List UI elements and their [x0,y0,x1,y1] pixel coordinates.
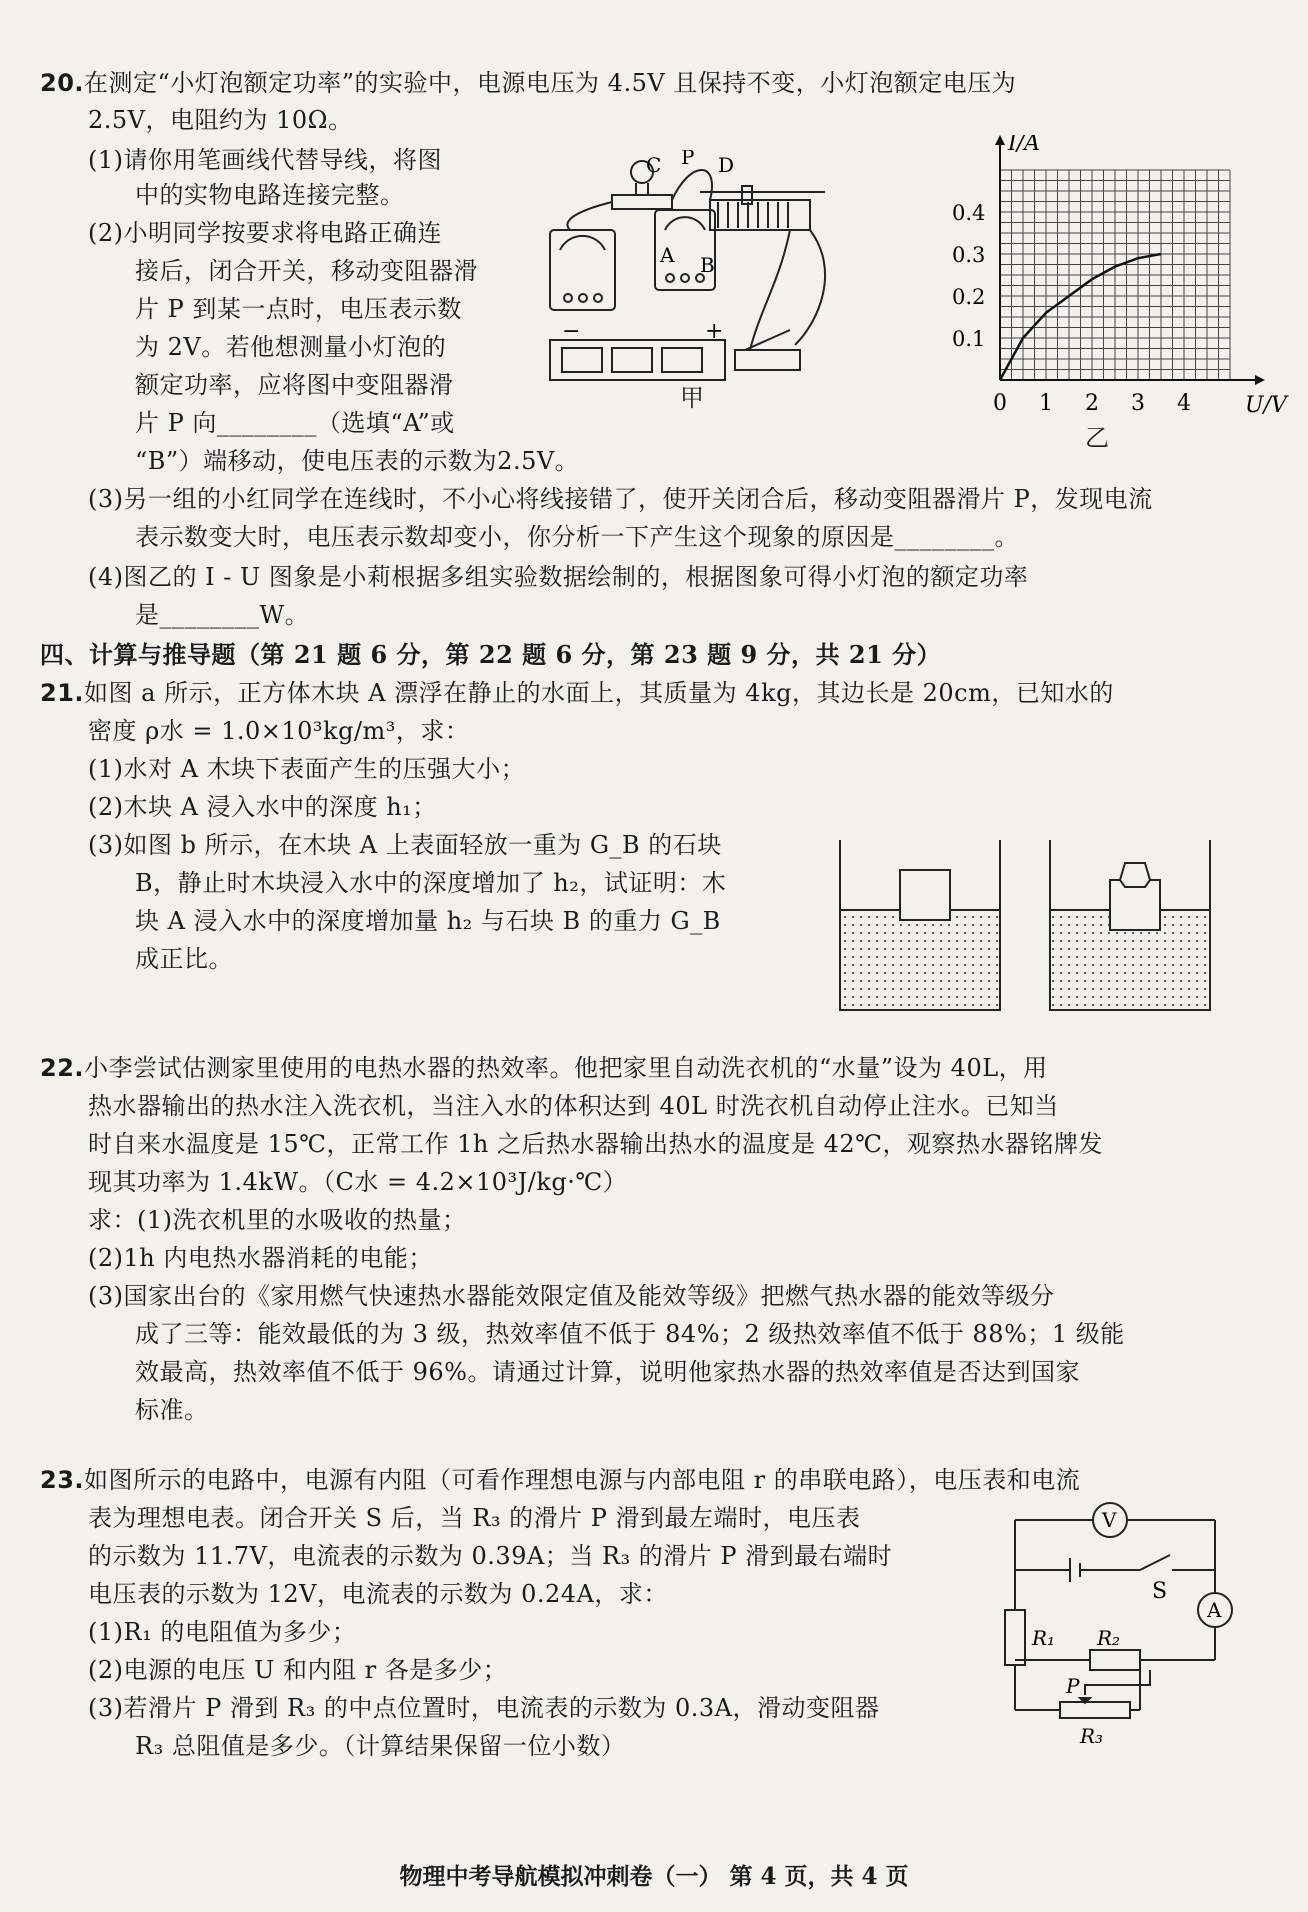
q20-stem-line2: 2.5V，电阻约为 10Ω。 [88,106,353,134]
q22-line4: 现其功率为 1.4kW。（C水 = 4.2×10³J/kg·℃） [88,1168,628,1196]
q23-line6: (2)电源的电压 U 和内阻 r 各是多少； [88,1656,508,1684]
switch-s [1140,1555,1170,1570]
q20-part4-line1: (4)图乙的 I - U 图象是小莉根据多组实验数据绘制的，根据图象可得小灯泡的额定功率 [88,563,1029,591]
label-b: B [700,253,715,277]
voltmeter-scale [665,217,705,230]
q20-part3-line1: (3)另一组的小红同学在连线时，不小心将线接错了，使开关闭合后，移动变阻器滑片 P，发现电流 [88,485,1153,513]
q23-line8: R₃ 总阻值是多少。（计算结果保留一位小数） [135,1732,626,1760]
block-a [900,870,950,920]
section4-title: 四、计算与推导题（第 21 题 6 分，第 22 题 6 分，第 23 题 9 分，共 21 分） [40,640,942,669]
q21-part2: (2)木块 A 浸入水中的深度 h₁； [88,793,437,821]
q22-line6: (2)1h 内电热水器消耗的电能； [88,1244,433,1272]
q21-stem1: 如图 a 所示，正方体木块 A 漂浮在静止的水面上，其质量为 4kg，其边长是 20cm，已知水的 [84,679,1114,707]
stone-b [1120,863,1150,887]
figure-q23-circuit [1000,1500,1240,1760]
q23-text1: 如图所示的电路中，电源有内阻（可看作理想电源与内部电阻 r 的串联电路），电压表和电流 [84,1466,1081,1494]
rheostat-r3 [1060,1702,1130,1718]
q22-line5: 求：(1)洗衣机里的水吸收的热量； [88,1206,467,1234]
q23-number: 23. [40,1466,85,1494]
x-axis-label: U/V [1245,393,1287,418]
figure-yi-caption: 乙 [1085,424,1110,452]
q21-part3-line3: 块 A 浸入水中的深度增加量 h₂ 与石块 B 的重力 G_B [135,907,721,935]
circuit-label-r3: R₃ [1080,1724,1104,1748]
q20-part2-line7: “B”）端移动，使电压表的示数为2.5V。 [135,447,580,475]
circuit-label-a: A [1207,1598,1222,1622]
circuit-label-r2: R₂ [1097,1626,1121,1650]
resistor-r1 [1005,1610,1025,1665]
label-d: D [718,153,735,177]
q20-part1-line1: (1)请你用笔画线代替导线，将图 [88,146,442,174]
q20-part3-line2: 表示数变大时，电压表示数却变小，你分析一下产生这个现象的原因是________。 [135,523,1019,551]
y-tick-label: 0.4 [952,201,986,225]
q20-part4-line2: 是________W。 [135,601,310,629]
resistor-r2 [1090,1650,1140,1670]
y-tick-label: 0.2 [952,285,986,309]
q22-line10: 标准。 [135,1396,209,1424]
y-tick-label: 0.1 [952,327,986,351]
q20-part2-line6: 片 P 向________（选填“A”或 [135,409,455,437]
q21-part1: (1)水对 A 木块下表面产生的压强大小； [88,755,526,783]
q20-part2-line4: 为 2V。若他想测量小灯泡的 [135,333,447,361]
x-tick-label: 2 [1085,391,1099,416]
q22-text1: 小李尝试估测家里使用的电热水器的热效率。他把家里自动洗衣机的“水量”设为 40L，用 [84,1054,1048,1082]
x-tick-label: 3 [1131,391,1145,416]
rheostat-slider [742,186,752,204]
ammeter-scale [560,236,605,250]
q20-number: 20. [40,69,85,97]
q20-part1-line2: 中的实物电路连接完整。 [135,181,405,209]
q23-line4: 电压表的示数为 12V，电流表的示数为 0.24A，求： [88,1580,668,1608]
q22-line1 [40,1053,1048,1083]
q20-stem-line1 [40,68,1016,98]
q23-line2: 表为理想电表。闭合开关 S 后，当 R₃ 的滑片 P 滑到最左端时，电压表 [88,1504,861,1532]
bulb-base [612,195,672,209]
x-tick-label: 4 [1177,391,1191,416]
q20-part2-line5: 额定功率，应将图中变阻器滑 [135,371,454,399]
q20-part2-line3: 片 P 到某一点时，电压表示数 [135,295,462,323]
y-axis-arrow [995,135,1005,145]
q20-part2-line2: 接后，闭合开关，移动变阻器滑 [135,257,478,285]
circuit-label-p: P [1066,1674,1080,1698]
q23-line1 [40,1465,1080,1495]
label-a: A [660,243,675,267]
q21-stem-line2: 密度 ρ水 = 1.0×10³kg/m³，求： [88,717,470,745]
q21-part3-line2: B，静止时木块浸入水中的深度增加了 h₂，试证明：木 [135,869,727,897]
q21-part3-line1: (3)如图 b 所示，在木块 A 上表面轻放一重为 G_B 的石块 [88,831,722,859]
y-axis-label: I/A [1008,135,1040,156]
figure-yi-iu-chart [940,135,1290,425]
q22-line2: 热水器输出的热水注入洗衣机，当注入水的体积达到 40L 时洗衣机自动停止注水。已知当 [88,1092,1059,1120]
label-p: P [681,150,695,169]
x-tick-label: 1 [1039,391,1053,416]
x-tick-label: 0 [993,391,1007,416]
q22-line3: 时自来水温度是 15℃，正常工作 1h 之后热水器输出热水的温度是 42℃，观察热水器铭牌发 [88,1130,1104,1158]
q21-number: 21. [40,679,85,707]
x-axis-arrow [1255,375,1265,385]
q21-part3-line4: 成正比。 [135,945,233,973]
q23-line7: (3)若滑片 P 滑到 R₃ 的中点位置时，电流表的示数为 0.3A，滑动变阻器 [88,1694,880,1722]
q22-line7: (3)国家出台的《家用燃气快速热水器能效限定值及能效等级》把燃气热水器的能效等级分 [88,1282,1055,1310]
y-tick-label: 0.3 [952,243,986,267]
label-plus: + [705,319,724,344]
figure-ab-water-containers [835,835,1235,1015]
q21-stem-line1 [40,678,1114,708]
circuit-label-r1: R₁ [1032,1626,1056,1650]
label-minus: − [562,319,581,344]
water-a [840,910,1000,1010]
page-footer: 物理中考导航模拟冲刺卷（一） 第 4 页，共 4 页 [399,1863,909,1890]
q20-stem1: 在测定“小灯泡额定功率”的实验中，电源电压为 4.5V 且保持不变，小灯泡额定电压为 [84,69,1017,97]
q20-part2-line1: (2)小明同学按要求将电路正确连 [88,219,442,247]
rheostat-body [710,200,810,230]
ammeter-body [550,230,615,310]
label-c: C [646,153,662,177]
circuit-label-s: S [1152,1579,1168,1604]
q22-number: 22. [40,1054,85,1082]
q23-line5: (1)R₁ 的电阻值为多少； [88,1618,357,1646]
figure-jia-caption: 甲 [680,384,705,412]
q23-line3: 的示数为 11.7V，电流表的示数为 0.39A；当 R₃ 的滑片 P 滑到最右端时 [88,1542,893,1570]
battery-holder [550,340,725,380]
switch-base [735,350,800,370]
q22-line9: 效最高，热效率值不低于 96%。请通过计算，说明他家热水器的热效率值是否达到国家 [135,1358,1080,1386]
q22-line8: 成了三等：能效最低的为 3 级，热效率值不低于 84%；2 级热效率值不低于 88%；1 级能 [135,1320,1125,1348]
circuit-label-v: V [1102,1508,1117,1532]
